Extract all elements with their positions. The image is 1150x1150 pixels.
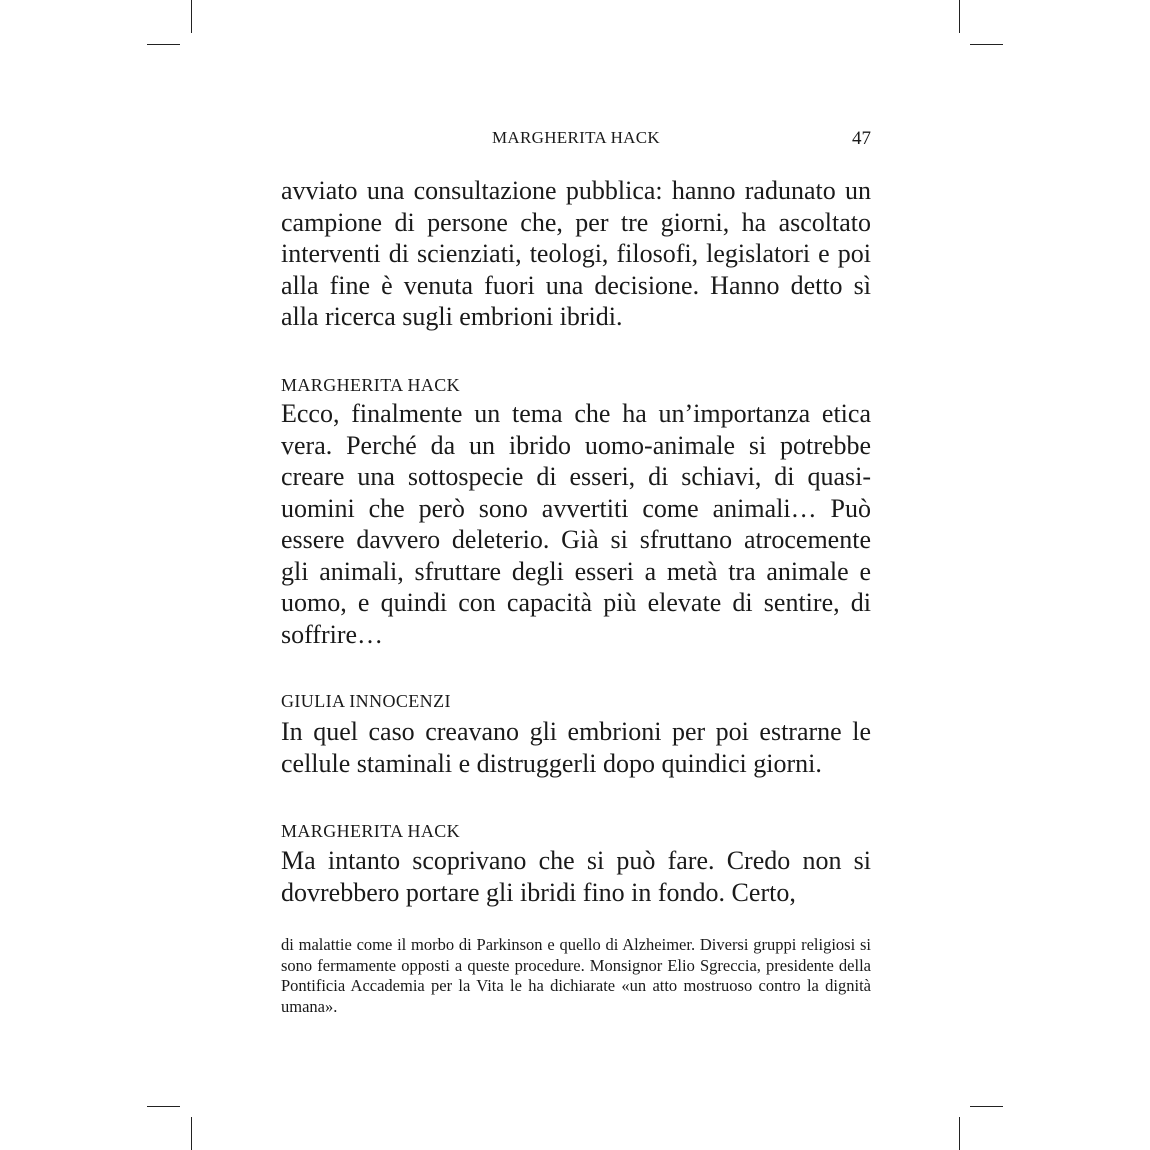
crop-mark-top-left (191, 0, 192, 33)
dialogue-paragraph: avviato una consultazione pubblica: hanno radunato un campione di persone che, per tre giorni, ha ascoltato interventi di scienziati, teologi, filosofi, legislatori e poi alla fine è venuta fuori una decisione. Hanno detto sì alla ricerca sugli embrioni ibridi. (281, 176, 871, 331)
crop-mark-top-right-h (970, 44, 1003, 45)
crop-mark-bottom-right (959, 1117, 960, 1150)
speaker-name: MARGHERITA HACK (281, 375, 461, 395)
page-number: 47 (852, 128, 871, 149)
crop-mark-bottom-left (191, 1117, 192, 1150)
dialogue-paragraph: In quel caso creavano gli embrioni per poi estrarne le cellule staminali e distruggerli dopo quindici giorni. (281, 717, 871, 778)
crop-mark-bottom-right-h (970, 1106, 1003, 1107)
speaker-name: MARGHERITA HACK (281, 821, 461, 841)
running-head (281, 128, 871, 152)
crop-mark-bottom-left-h (147, 1106, 180, 1107)
crop-mark-top-right (959, 0, 960, 33)
dialogue-paragraph: Ecco, finalmente un tema che ha un’importanza etica vera. Perché da un ibrido uomo-animale si potrebbe creare una sottospecie di esseri, di schiavi, di quasi-uomini che però sono avvertiti come animali… Può essere davvero deleterio. Già si sfruttano atrocemente gli animali, sfruttare degli esseri a metà tra animale e uomo, e quindi con capacità più elevate di sentire, di soffrire… (281, 399, 871, 649)
crop-mark-top-left-h (147, 44, 180, 45)
speaker-name: GIULIA INNOCENZI (281, 691, 451, 711)
running-head-title: MARGHERITA HACK (492, 128, 660, 147)
dialogue-paragraph: Ma intanto scoprivano che si può fare. Credo non si dovrebbero portare gli ibridi fino in fondo. Certo, (281, 846, 871, 907)
footnote: di malattie come il morbo di Parkinson e quello di Alzheimer. Diversi gruppi religiosi si sono fermamente opposti a queste procedure. Monsignor Elio Sgreccia, presidente della Pontificia Accademia per la Vita le ha dichiarate «un atto mostruoso contro la dignità umana». (281, 935, 871, 1016)
